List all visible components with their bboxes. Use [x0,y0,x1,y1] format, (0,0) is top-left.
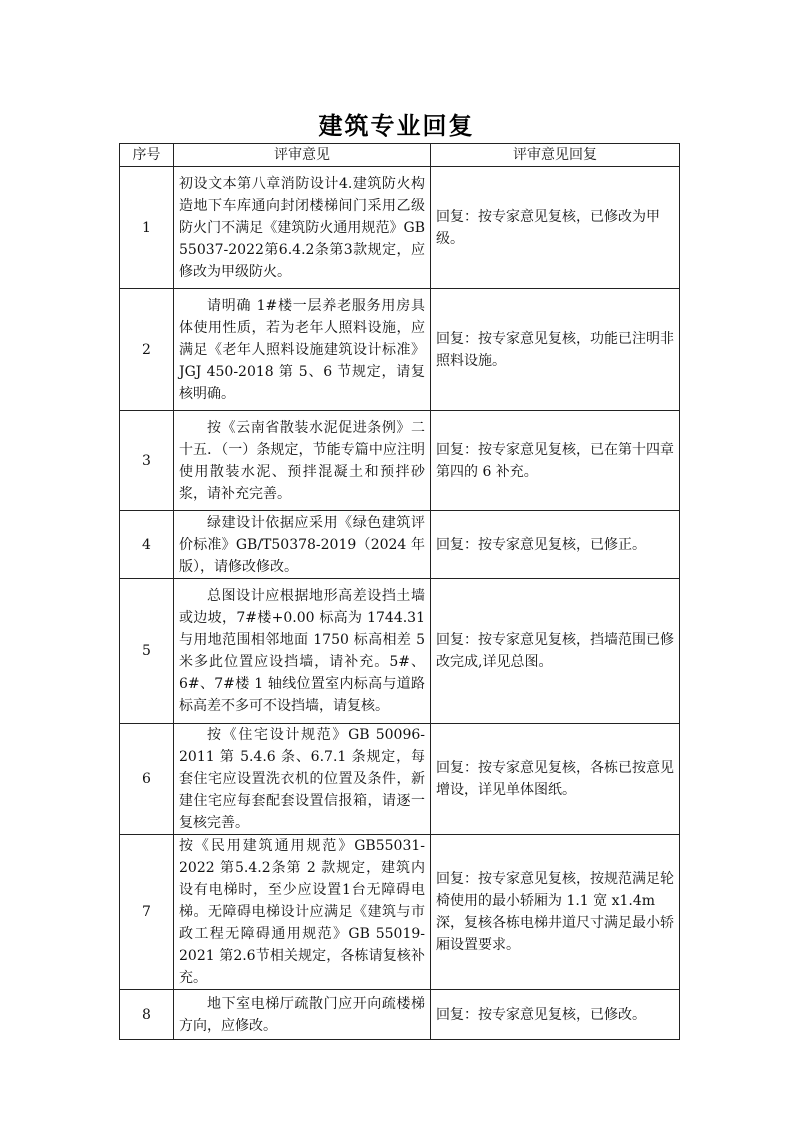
table-row [120,167,680,289]
table-row [120,724,680,835]
row-number: 1 [120,167,174,289]
table-row [120,835,680,990]
header-no: 序号 [120,144,174,167]
row-number: 3 [120,411,174,511]
review-opinion: 请明确 1#楼一层养老服务用房具体使用性质，若为老年人照料设施，应满足《老年人照料设施建筑设计标准》JGJ 450-2018 第 5、6 节规定，请复核明确。 [174,289,431,411]
row-number: 8 [120,990,174,1040]
table-row [120,411,680,511]
review-opinion: 地下室电梯厅疏散门应开向疏楼梯方向，应修改。 [174,990,431,1040]
row-number: 7 [120,835,174,990]
table-row [120,990,680,1040]
review-opinion: 按《住宅设计规范》GB 50096-2011 第 5.4.6 条、6.7.1 条规定，每套住宅应设置洗衣机的位置及条件，新建住宅应每套配套设置信报箱，请逐一复核完善。 [174,724,431,835]
row-number: 6 [120,724,174,835]
review-opinion: 按《云南省散装水泥促进条例》二十五．（一）条规定，节能专篇中应注明使用散装水泥、预拌混凝土和预拌砂浆，请补充完善。 [174,411,431,511]
review-reply: 回复：按专家意见复核，已在第十四章第四的 6 补充。 [431,411,680,511]
review-reply: 回复：按专家意见复核，挡墙范围已修改完成,详见总图。 [431,579,680,724]
table-row [120,579,680,724]
header-reply: 评审意见回复 [431,144,680,167]
row-number: 5 [120,579,174,724]
review-reply: 回复：按专家意见复核，功能已注明非照料设施。 [431,289,680,411]
review-opinion: 绿建设计依据应采用《绿色建筑评价标准》GB/T50378-2019（2024 年版），请修改修改。 [174,511,431,579]
row-number: 2 [120,289,174,411]
table-row [120,289,680,411]
review-opinion: 初设文本第八章消防设计4.建筑防火构造地下车库通向封闭楼梯间门采用乙级防火门不满足《建筑防火通用规范》GB 55037-2022第6.4.2条第3款规定，应修改为甲级防火。 [174,167,431,289]
review-opinion: 总图设计应根据地形高差设挡土墙或边坡，7#楼+0.00 标高为 1744.31 与用地范围相邻地面 1750 标高相差 5 米多此位置应设挡墙，请补充。5#、6#、7#楼 1 轴线位置室内标高与道路标高差不多可不设挡墙，请复核。 [174,579,431,724]
review-reply: 回复：按专家意见复核，按规范满足轮椅使用的最小轿厢为 1.1 宽 x1.4m 深，复核各栋电梯井道尺寸满足最小轿厢设置要求。 [431,835,680,990]
row-number: 4 [120,511,174,579]
page-title: 建筑专业回复 [318,111,475,140]
header-opinion: 评审意见 [174,144,431,167]
review-reply: 回复：按专家意见复核，已修改为甲级。 [431,167,680,289]
table-header-row [120,144,680,167]
review-table [119,143,680,1040]
review-reply: 回复：按专家意见复核，已修正。 [431,511,680,579]
review-opinion: 按《民用建筑通用规范》GB55031-2022 第5.4.2条第 2 款规定，建筑内设有电梯时，至少应设置1台无障碍电梯。无障碍电梯设计应满足《建筑与市政工程无障碍通用规范》GB 55019-2021 第2.6节相关规定，各栋请复核补充。 [174,835,431,990]
review-reply: 回复：按专家意见复核，已修改。 [431,990,680,1040]
table-row [120,511,680,579]
review-reply: 回复：按专家意见复核，各栋已按意见增设，详见单体图纸。 [431,724,680,835]
